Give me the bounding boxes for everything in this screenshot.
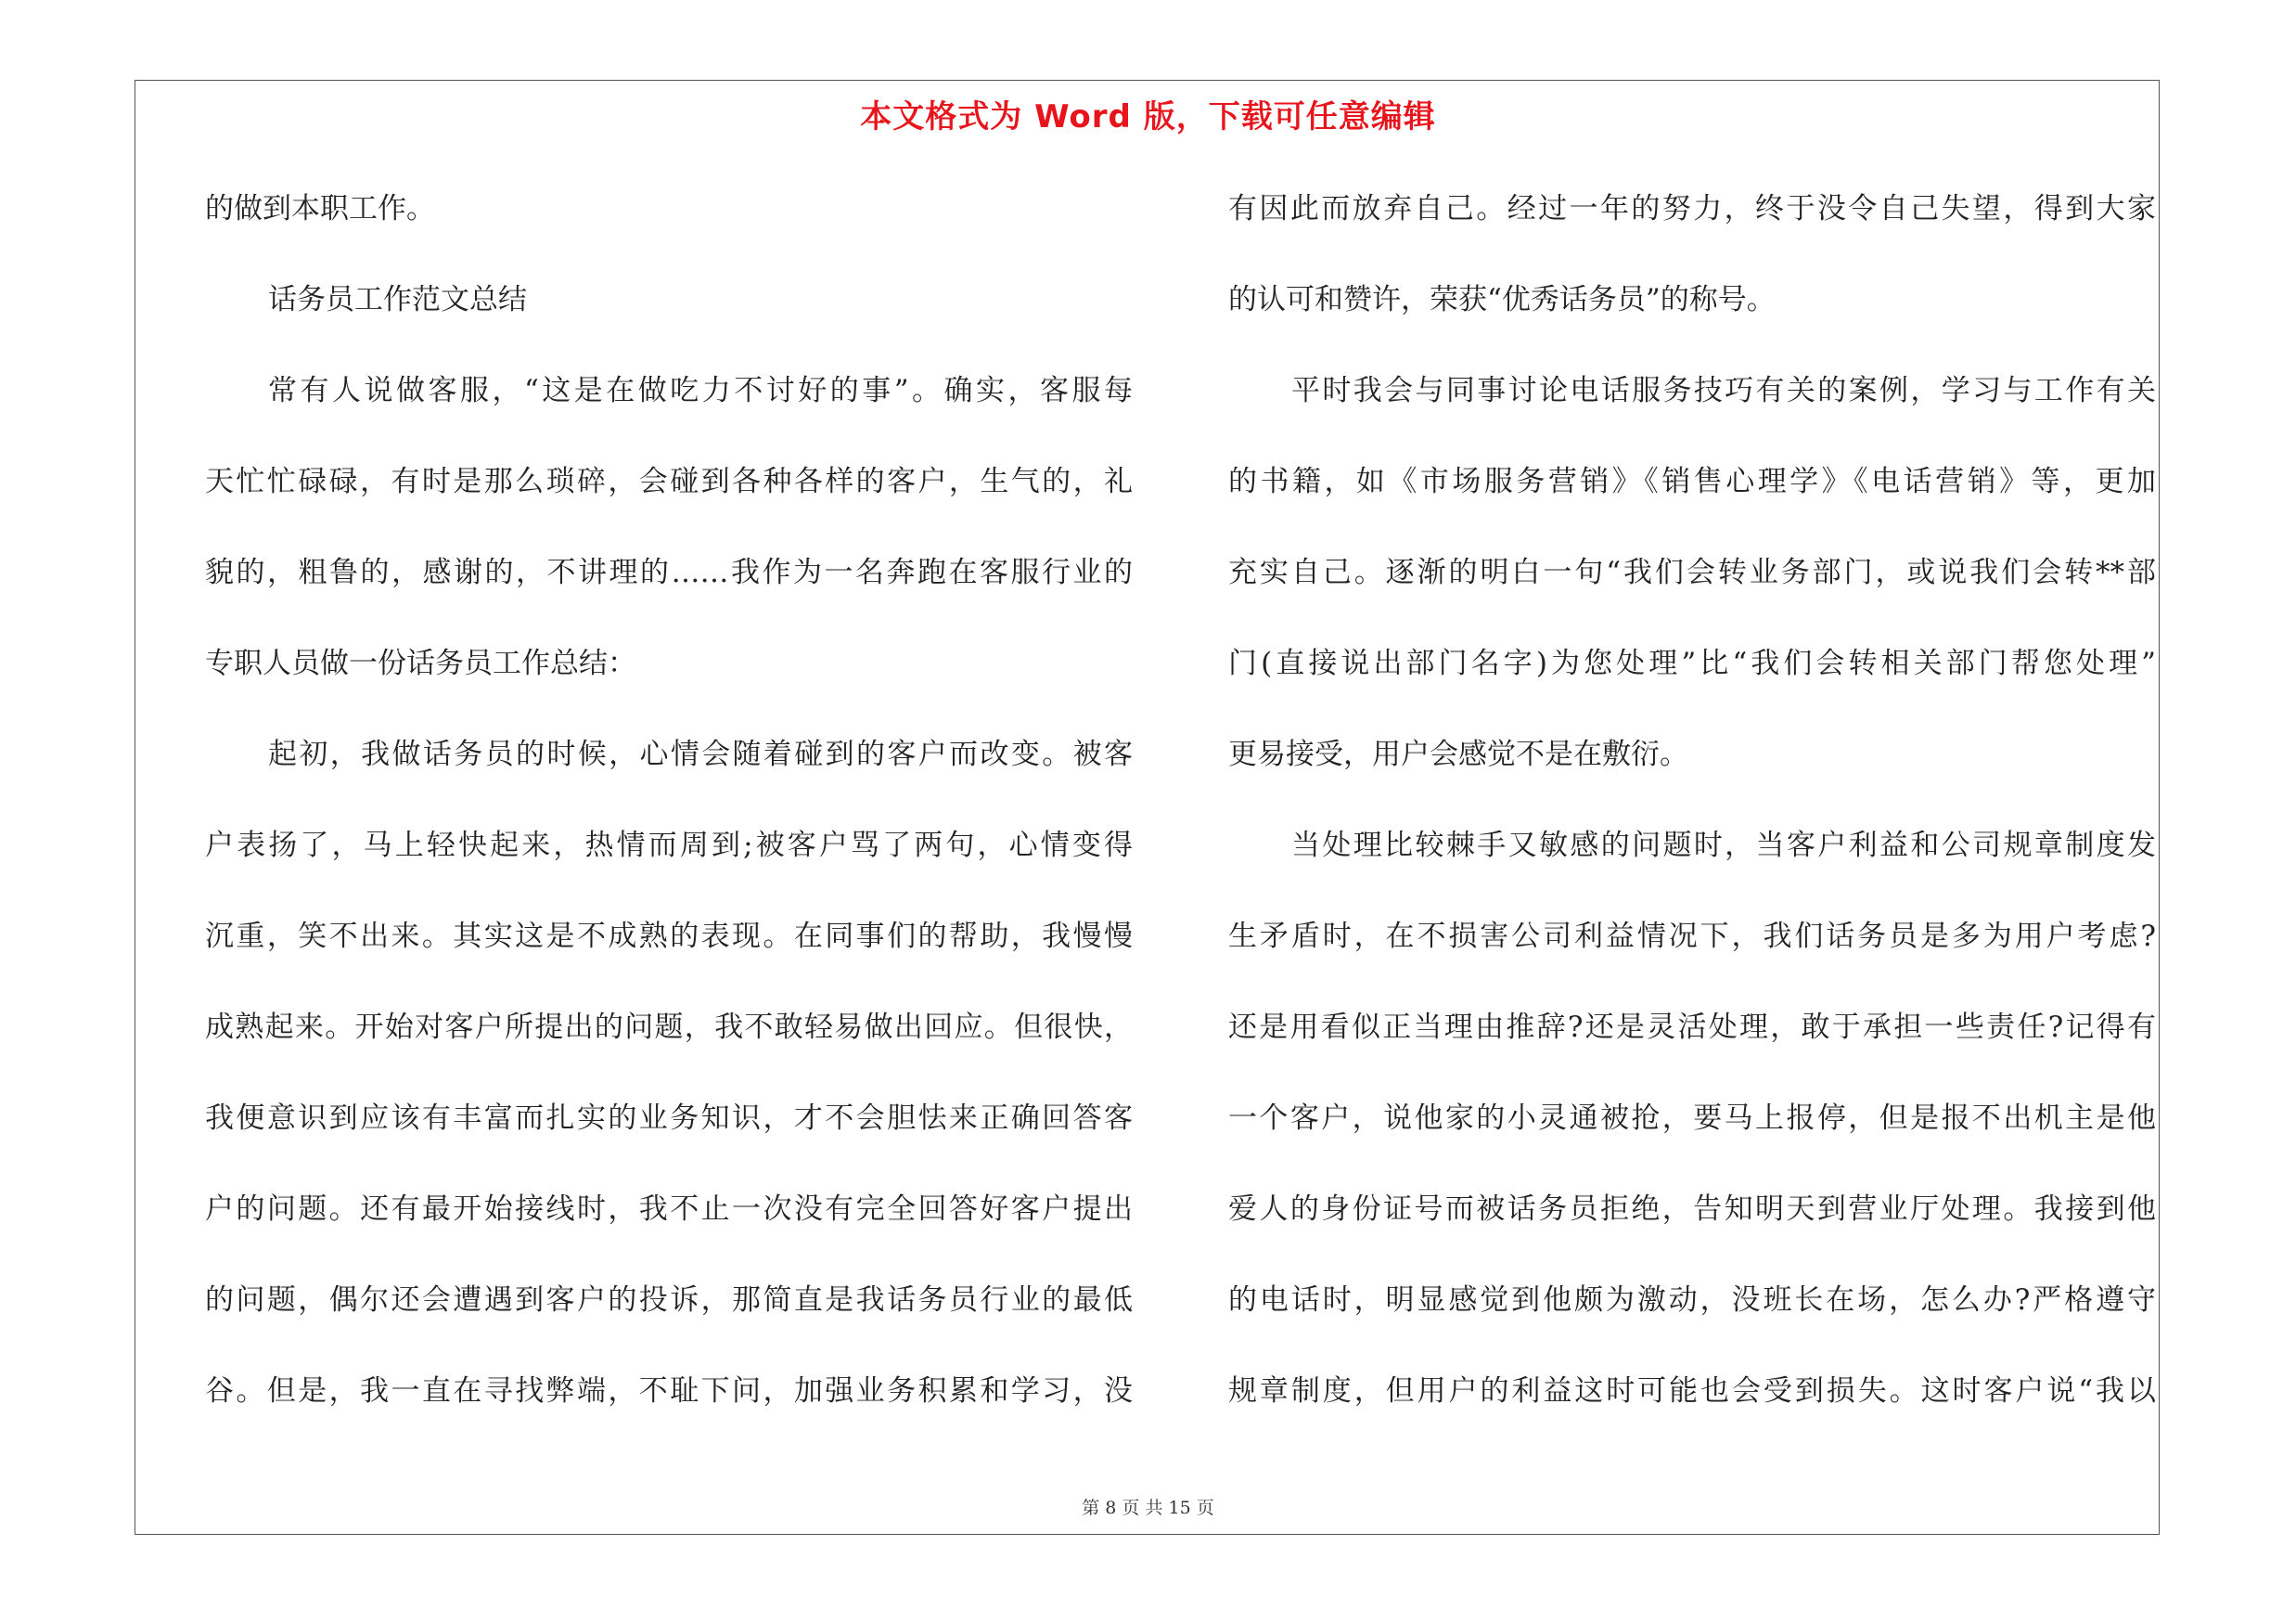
text-line: 常有人说做客服，“这是在做吃力不讨好的事”。确实，客服每 [268, 374, 1133, 407]
text-line: 爱人的身份证号而被话务员拒绝，告知明天到营业厅处理。我接到他 [1228, 1192, 2156, 1226]
text-line: 谷。但是，我一直在寻找弊端，不耻下问，加强业务积累和学习，没 [205, 1374, 1133, 1408]
page-number: 第 8 页 共 15 页 [1082, 1498, 1214, 1518]
text-line: 话务员工作范文总结 [268, 283, 527, 316]
text-line: 还是用看似正当理由推辞?还是灵活处理，敢于承担一些责任?记得有 [1228, 1011, 2156, 1044]
text-line: 貌的，粗鲁的，感谢的，不讲理的……我作为一名奔跑在客服行业的 [205, 556, 1133, 589]
text-line: 更易接受，用户会感觉不是在敷衍。 [1228, 738, 1688, 771]
text-line: 户表扬了，马上轻快起来，热情而周到;被客户骂了两句，心情变得 [205, 829, 1133, 862]
text-line: 成熟起来。开始对客户所提出的问题，我不敢轻易做出回应。但很快， [205, 1011, 1133, 1044]
text-line: 一个客户，说他家的小灵通被抢，要马上报停，但是报不出机主是他 [1228, 1101, 2156, 1135]
left-column [205, 181, 1133, 1454]
text-line: 户的问题。还有最开始接线时，我不止一次没有完全回答好客户提出 [205, 1192, 1133, 1226]
text-line: 专职人员做一份话务员工作总结： [205, 647, 636, 680]
text-line: 平时我会与同事讨论电话服务技巧有关的案例，学习与工作有关 [1291, 374, 2156, 407]
text-line: 的认可和赞许，荣获“优秀话务员”的称号。 [1228, 283, 1776, 316]
text-line: 规章制度，但用户的利益这时可能也会受到损失。这时客户说“我以 [1228, 1374, 2156, 1408]
text-line: 有因此而放弃自己。经过一年的努力，终于没令自己失望，得到大家 [1228, 192, 2156, 225]
text-line: 门(直接说出部门名字)为您处理”比“我们会转相关部门帮您处理” [1228, 647, 2156, 680]
text-line: 沉重，笑不出来。其实这是不成熟的表现。在同事们的帮助，我慢慢 [205, 920, 1133, 953]
text-line: 起初，我做话务员的时候，心情会随着碰到的客户而改变。被客 [268, 738, 1133, 771]
text-line: 的电话时，明显感觉到他颇为激动，没班长在场，怎么办?严格遵守 [1228, 1283, 2156, 1317]
format-notice: 本文格式为 Word 版，下载可任意编辑 [860, 98, 1436, 135]
text-line: 充实自己。逐渐的明白一句“我们会转业务部门，或说我们会转**部 [1228, 556, 2156, 589]
text-line: 生矛盾时，在不损害公司利益情况下，我们话务员是多为用户考虑? [1228, 920, 2156, 953]
text-line: 的书籍，如《市场服务营销》《销售心理学》《电话营销》等，更加 [1228, 465, 2156, 498]
right-column [1228, 181, 2156, 1454]
text-line: 天忙忙碌碌，有时是那么琐碎，会碰到各种各样的客户，生气的，礼 [205, 465, 1133, 498]
text-line: 的做到本职工作。 [205, 192, 435, 225]
text-line: 当处理比较棘手又敏感的问题时，当客户利益和公司规章制度发 [1291, 829, 2156, 862]
text-line: 我便意识到应该有丰富而扎实的业务知识，才不会胆怯来正确回答客 [205, 1101, 1133, 1135]
text-line: 的问题，偶尔还会遭遇到客户的投诉，那简直是我话务员行业的最低 [205, 1283, 1133, 1317]
